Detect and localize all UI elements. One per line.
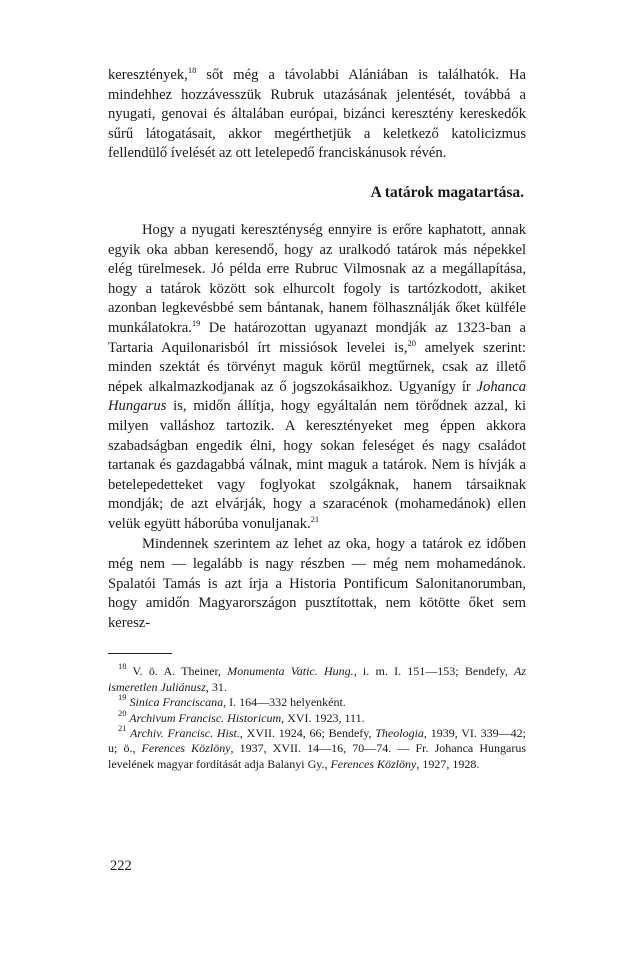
- footnote-ref-18[interactable]: 18: [187, 65, 197, 75]
- text-run: amelyek szerint: minden szektát és törvényt maguk körül megtűrnek, csak az illető népek alkalmazkodjanak az ő jogszokásaikhoz. Ugyanígy ír: [108, 339, 526, 395]
- text-run: , I. 164—332 helyenként.: [223, 695, 346, 710]
- text-run: Hogy a nyugati kereszténység ennyire is erőre kaphatott, annak egyik oka abban keresendő, hogy az uralkodó tatárok más népekkel elég türelmesek. Jó példa erre Rubruc Vilmosnak az a megállapítása, hogy a tatárok között sok elhurcolt fogoly is tartózkodott, akiket azonban legkevésbbé sem bántanak, hanem fölhasználják őket külféle munkálatokra.: [108, 221, 526, 336]
- paragraph-2: [108, 221, 526, 535]
- footnote-19: [108, 692, 526, 710]
- italic-title: Ferences Közlöny: [330, 756, 417, 771]
- footnote-18: [108, 661, 526, 695]
- footnote-number: 18: [118, 661, 127, 672]
- footnote-number: 21: [118, 723, 127, 734]
- text-run: , 1927, 1928.: [416, 756, 480, 771]
- page-number: 222: [110, 858, 132, 874]
- text-run: keresztények,: [108, 67, 188, 83]
- page-body: [108, 66, 526, 772]
- footnote-20: [108, 707, 526, 726]
- text-run: sőt még a távolabbi Alániában is találhatók. Ha mindehhez hozzávesszük Rubruk utazásának jelentését, továbbá a nyugati, genovai és általában európai, bizánci keresztény kereskedők sűrű látogatásait, akkor megérthetjük a keletkező katolicizmus fellendülő ívelését az ott letelepedő franciskánusok révén.: [108, 67, 526, 162]
- italic-title: Sinica Franciscana: [126, 695, 224, 710]
- italic-title: Archiv. Francisc. Hist.: [126, 726, 240, 741]
- footnote-divider: [108, 653, 172, 654]
- footnote-21: [108, 723, 526, 772]
- italic-title: Monumenta Vatic. Hung.: [227, 664, 354, 679]
- italic-name: Johanca Hungarus: [108, 378, 526, 415]
- text-run: , i. m. I. 151—153; Bendefy,: [353, 664, 514, 679]
- text-run: V. ö. A. Theiner,: [126, 664, 228, 679]
- footnote-number: 19: [118, 692, 127, 703]
- text-run: , 1937, XVII. 14—16, 70—74. — Fr. Johanca Hungarus levelének magyar fordítását adja Balanyi Gy.,: [108, 741, 526, 771]
- text-run: , 31.: [205, 679, 227, 694]
- italic-title: Ferences Közlöny: [141, 741, 231, 756]
- text-run: De határozottan ugyanazt mondják az 1323-ban a Tartaria Aquilonarisból írt missiósok levelei is,: [108, 319, 526, 356]
- text-run: , 1939, VI. 339—42; u; ö.,: [108, 726, 526, 756]
- italic-title: Archivum Francisc. Historicum: [126, 710, 282, 725]
- text-run: is, midőn állítja, hogy egyáltalán nem törődnek azzal, ki milyen valláshoz tartozik. A keresztényeket meg éppen akkora szabadságban engedik élni, hogy sokan feleséget és nagy családot tartanak és gazdagabbá válnak, mint maguk a tatárok. Nem is hívják a betelepedetteket vagy foglyokat szolgáknak, hanem társaiknak mondják; de azt elvárják, hogy a szaracénok (mohamedánok) ellen velük együtt háborúba vonuljanak.: [108, 398, 526, 532]
- footnote-ref-19[interactable]: 19: [191, 317, 201, 328]
- footnote-ref-21[interactable]: 21: [310, 513, 320, 524]
- footnote-number: 20: [118, 707, 127, 718]
- italic-title: Az ismeretlen Juliánusz: [108, 664, 526, 694]
- text-run: , XVI. 1923, 111.: [281, 710, 365, 725]
- text-run: , XVII. 1924, 66; Bendefy,: [239, 726, 376, 741]
- footnote-ref-20[interactable]: 20: [407, 337, 417, 348]
- italic-title: Theologia: [375, 726, 424, 741]
- section-heading: A tatárok magatartása.: [370, 183, 524, 201]
- paragraph-3: Mindennek szerintem az lehet az oka, hogy a tatárok ez időben még nem — legalább is nagy részben — még nem mohamedánok. Spalatói Tamás is azt írja a Historia Pontificum Salonitanorumban, hogy amidőn Magyarországon pusztítottak, nem kötötte őket sem keresz-: [108, 536, 526, 631]
- paragraph-1: [108, 66, 526, 164]
